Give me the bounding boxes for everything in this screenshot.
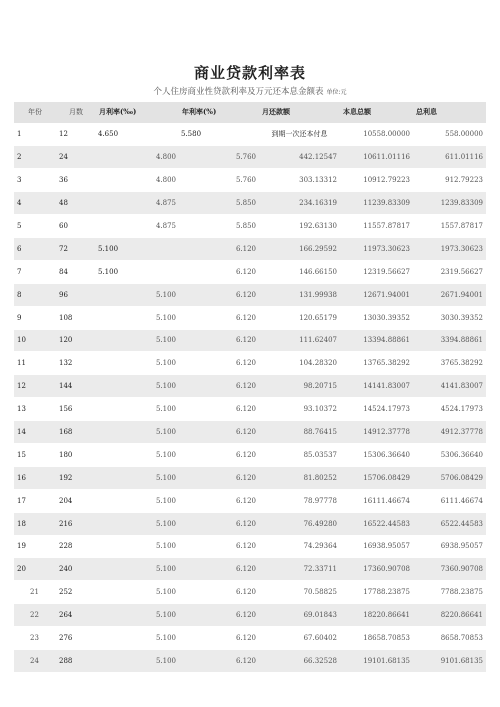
table-subtitle <box>14 85 486 101</box>
cell-monthly-rate: 5.100 <box>96 352 179 375</box>
cell-interest: 9101.68135 <box>413 649 486 672</box>
cell-monthly-payment: 76.49280 <box>259 512 340 535</box>
table-row <box>14 375 486 398</box>
cell-monthly-rate: 5.100 <box>96 283 179 306</box>
cell-monthly-rate: 4.800 <box>96 169 179 192</box>
cell-total: 17360.90708 <box>340 558 413 581</box>
header-monthly-rate: 月利率(‰) <box>96 102 179 123</box>
cell-monthly-rate: 4.650 <box>96 123 179 146</box>
cell-month: 288 <box>56 649 96 672</box>
cell-monthly-payment: 72.33711 <box>259 558 340 581</box>
cell-interest: 1239.83309 <box>413 192 486 215</box>
cell-interest: 4912.37778 <box>413 421 486 444</box>
cell-interest: 558.00000 <box>413 123 486 146</box>
table-row <box>14 169 486 192</box>
table-row <box>14 581 486 604</box>
cell-interest: 6111.46674 <box>413 489 486 512</box>
table-row <box>14 329 486 352</box>
cell-month: 168 <box>56 421 96 444</box>
cell-year: 23 <box>14 627 56 650</box>
cell-year: 5 <box>14 215 56 238</box>
cell-annual-rate: 5.580 <box>179 123 259 146</box>
cell-monthly-rate: 5.100 <box>96 329 179 352</box>
cell-interest: 6938.95057 <box>413 535 486 558</box>
cell-monthly-payment: 到期一次还本付息 <box>259 123 340 146</box>
table-row <box>14 215 486 238</box>
cell-annual-rate: 5.760 <box>179 146 259 169</box>
cell-total: 11239.83309 <box>340 192 413 215</box>
cell-year: 24 <box>14 649 56 672</box>
cell-month: 180 <box>56 443 96 466</box>
cell-monthly-rate: 5.100 <box>96 558 179 581</box>
cell-interest: 611.01116 <box>413 146 486 169</box>
cell-month: 240 <box>56 558 96 581</box>
unit-label: 单位:元 <box>326 89 347 96</box>
cell-month: 132 <box>56 352 96 375</box>
cell-monthly-rate: 5.100 <box>96 581 179 604</box>
cell-year: 12 <box>14 375 56 398</box>
cell-month: 216 <box>56 512 96 535</box>
table-row <box>14 649 486 672</box>
table-row <box>14 237 486 260</box>
cell-interest: 7788.23875 <box>413 581 486 604</box>
table-row <box>14 535 486 558</box>
cell-total: 12671.94001 <box>340 283 413 306</box>
cell-monthly-payment: 74.29364 <box>259 535 340 558</box>
cell-interest: 5306.36640 <box>413 443 486 466</box>
table-row <box>14 604 486 627</box>
cell-annual-rate: 6.120 <box>179 237 259 260</box>
cell-year: 14 <box>14 421 56 444</box>
cell-interest: 5706.08429 <box>413 466 486 489</box>
cell-month: 48 <box>56 192 96 215</box>
header-year: 年份 <box>14 102 56 123</box>
cell-monthly-payment: 93.10372 <box>259 398 340 421</box>
cell-annual-rate: 5.850 <box>179 215 259 238</box>
cell-monthly-rate: 5.100 <box>96 466 179 489</box>
cell-month: 96 <box>56 283 96 306</box>
cell-annual-rate: 6.120 <box>179 398 259 421</box>
cell-monthly-payment: 234.16319 <box>259 192 340 215</box>
cell-month: 156 <box>56 398 96 421</box>
table-row <box>14 283 486 306</box>
cell-month: 60 <box>56 215 96 238</box>
cell-year: 20 <box>14 558 56 581</box>
cell-total: 15306.36640 <box>340 443 413 466</box>
cell-monthly-rate: 5.100 <box>96 443 179 466</box>
cell-monthly-payment: 131.99938 <box>259 283 340 306</box>
header-monthly-payment: 月还款额 <box>259 102 340 123</box>
cell-month: 12 <box>56 123 96 146</box>
cell-interest: 2319.56627 <box>413 260 486 283</box>
cell-interest: 3030.39352 <box>413 306 486 329</box>
cell-interest: 1973.30623 <box>413 237 486 260</box>
cell-monthly-payment: 98.20715 <box>259 375 340 398</box>
cell-total: 18220.86641 <box>340 604 413 627</box>
cell-total: 16522.44583 <box>340 512 413 535</box>
table-header-row <box>14 102 486 123</box>
cell-monthly-rate: 5.100 <box>96 627 179 650</box>
cell-interest: 7360.90708 <box>413 558 486 581</box>
header-total: 本息总额 <box>340 102 413 123</box>
cell-interest: 3765.38292 <box>413 352 486 375</box>
cell-interest: 4524.17973 <box>413 398 486 421</box>
cell-monthly-payment: 120.65179 <box>259 306 340 329</box>
cell-annual-rate: 5.850 <box>179 192 259 215</box>
cell-monthly-payment: 442.12547 <box>259 146 340 169</box>
cell-total: 13765.38292 <box>340 352 413 375</box>
cell-annual-rate: 6.120 <box>179 466 259 489</box>
cell-monthly-rate: 5.100 <box>96 237 179 260</box>
cell-monthly-rate: 5.100 <box>96 512 179 535</box>
cell-annual-rate: 6.120 <box>179 649 259 672</box>
loan-rate-table <box>14 102 486 673</box>
cell-monthly-payment: 81.80252 <box>259 466 340 489</box>
cell-month: 108 <box>56 306 96 329</box>
cell-monthly-rate: 5.100 <box>96 535 179 558</box>
cell-year: 15 <box>14 443 56 466</box>
table-row <box>14 443 486 466</box>
cell-interest: 8220.86641 <box>413 604 486 627</box>
cell-monthly-rate: 5.100 <box>96 604 179 627</box>
cell-annual-rate: 6.120 <box>179 581 259 604</box>
header-interest: 总利息 <box>413 102 486 123</box>
table-row <box>14 192 486 215</box>
cell-annual-rate: 6.120 <box>179 352 259 375</box>
cell-month: 72 <box>56 237 96 260</box>
cell-annual-rate: 6.120 <box>179 421 259 444</box>
header-month: 月数 <box>56 102 96 123</box>
cell-total: 14141.83007 <box>340 375 413 398</box>
cell-year: 18 <box>14 512 56 535</box>
cell-year: 17 <box>14 489 56 512</box>
table-row <box>14 489 486 512</box>
table-row <box>14 558 486 581</box>
cell-annual-rate: 6.120 <box>179 306 259 329</box>
subtitle-text: 个人住房商业性贷款利率及万元还本息金额表 <box>153 87 324 97</box>
table-row <box>14 352 486 375</box>
table-row <box>14 123 486 146</box>
cell-monthly-rate: 5.100 <box>96 421 179 444</box>
cell-year: 9 <box>14 306 56 329</box>
table-body <box>14 123 486 672</box>
cell-total: 18658.70853 <box>340 627 413 650</box>
cell-year: 22 <box>14 604 56 627</box>
cell-total: 11973.30623 <box>340 237 413 260</box>
cell-year: 16 <box>14 466 56 489</box>
cell-month: 36 <box>56 169 96 192</box>
cell-monthly-rate: 5.100 <box>96 260 179 283</box>
table-row <box>14 421 486 444</box>
cell-total: 16938.95057 <box>340 535 413 558</box>
cell-monthly-rate: 4.875 <box>96 192 179 215</box>
cell-interest: 3394.88861 <box>413 329 486 352</box>
cell-total: 19101.68135 <box>340 649 413 672</box>
cell-monthly-payment: 78.97778 <box>259 489 340 512</box>
cell-month: 144 <box>56 375 96 398</box>
table-row <box>14 260 486 283</box>
cell-annual-rate: 6.120 <box>179 375 259 398</box>
cell-monthly-rate: 5.100 <box>96 489 179 512</box>
cell-year: 11 <box>14 352 56 375</box>
cell-monthly-rate: 5.100 <box>96 649 179 672</box>
cell-year: 10 <box>14 329 56 352</box>
cell-annual-rate: 6.120 <box>179 512 259 535</box>
table-row <box>14 398 486 421</box>
cell-annual-rate: 6.120 <box>179 604 259 627</box>
cell-year: 4 <box>14 192 56 215</box>
cell-month: 24 <box>56 146 96 169</box>
cell-monthly-payment: 104.28320 <box>259 352 340 375</box>
cell-year: 3 <box>14 169 56 192</box>
cell-annual-rate: 6.120 <box>179 283 259 306</box>
cell-total: 11557.87817 <box>340 215 413 238</box>
cell-monthly-rate: 4.875 <box>96 215 179 238</box>
cell-annual-rate: 6.120 <box>179 489 259 512</box>
page-title: 商业贷款利率表 <box>193 64 306 82</box>
cell-interest: 912.79223 <box>413 169 486 192</box>
cell-total: 17788.23875 <box>340 581 413 604</box>
cell-month: 192 <box>56 466 96 489</box>
cell-annual-rate: 6.120 <box>179 558 259 581</box>
cell-monthly-payment: 88.76415 <box>259 421 340 444</box>
cell-interest: 4141.83007 <box>413 375 486 398</box>
cell-annual-rate: 6.120 <box>179 260 259 283</box>
cell-annual-rate: 6.120 <box>179 535 259 558</box>
table-row <box>14 466 486 489</box>
cell-monthly-payment: 70.58825 <box>259 581 340 604</box>
cell-monthly-rate: 4.800 <box>96 146 179 169</box>
cell-month: 120 <box>56 329 96 352</box>
cell-total: 14524.17973 <box>340 398 413 421</box>
cell-month: 228 <box>56 535 96 558</box>
cell-year: 6 <box>14 237 56 260</box>
table-row <box>14 627 486 650</box>
cell-monthly-rate: 5.100 <box>96 398 179 421</box>
cell-monthly-payment: 67.60402 <box>259 627 340 650</box>
table-row <box>14 306 486 329</box>
cell-month: 276 <box>56 627 96 650</box>
header-annual-rate: 年利率(%) <box>179 102 259 123</box>
cell-month: 252 <box>56 581 96 604</box>
cell-year: 2 <box>14 146 56 169</box>
cell-monthly-rate: 5.100 <box>96 375 179 398</box>
cell-interest: 6522.44583 <box>413 512 486 535</box>
cell-year: 21 <box>14 581 56 604</box>
cell-interest: 2671.94001 <box>413 283 486 306</box>
cell-total: 13394.88861 <box>340 329 413 352</box>
cell-interest: 1557.87817 <box>413 215 486 238</box>
cell-month: 84 <box>56 260 96 283</box>
cell-year: 13 <box>14 398 56 421</box>
cell-year: 19 <box>14 535 56 558</box>
cell-monthly-payment: 146.66150 <box>259 260 340 283</box>
cell-monthly-rate: 5.100 <box>96 306 179 329</box>
cell-month: 204 <box>56 489 96 512</box>
cell-monthly-payment: 85.03537 <box>259 443 340 466</box>
cell-year: 1 <box>14 123 56 146</box>
cell-total: 12319.56627 <box>340 260 413 283</box>
cell-monthly-payment: 303.13312 <box>259 169 340 192</box>
table-row <box>14 146 486 169</box>
cell-total: 15706.08429 <box>340 466 413 489</box>
cell-month: 264 <box>56 604 96 627</box>
cell-annual-rate: 6.120 <box>179 329 259 352</box>
cell-year: 7 <box>14 260 56 283</box>
cell-annual-rate: 6.120 <box>179 443 259 466</box>
cell-total: 10611.01116 <box>340 146 413 169</box>
cell-monthly-payment: 166.29592 <box>259 237 340 260</box>
cell-monthly-payment: 66.32528 <box>259 649 340 672</box>
cell-annual-rate: 6.120 <box>179 627 259 650</box>
cell-year: 8 <box>14 283 56 306</box>
cell-interest: 8658.70853 <box>413 627 486 650</box>
cell-total: 13030.39352 <box>340 306 413 329</box>
cell-total: 10558.00000 <box>340 123 413 146</box>
cell-monthly-payment: 69.01843 <box>259 604 340 627</box>
cell-total: 16111.46674 <box>340 489 413 512</box>
cell-total: 10912.79223 <box>340 169 413 192</box>
cell-monthly-payment: 111.62407 <box>259 329 340 352</box>
table-row <box>14 512 486 535</box>
cell-total: 14912.37778 <box>340 421 413 444</box>
cell-annual-rate: 5.760 <box>179 169 259 192</box>
cell-monthly-payment: 192.63130 <box>259 215 340 238</box>
